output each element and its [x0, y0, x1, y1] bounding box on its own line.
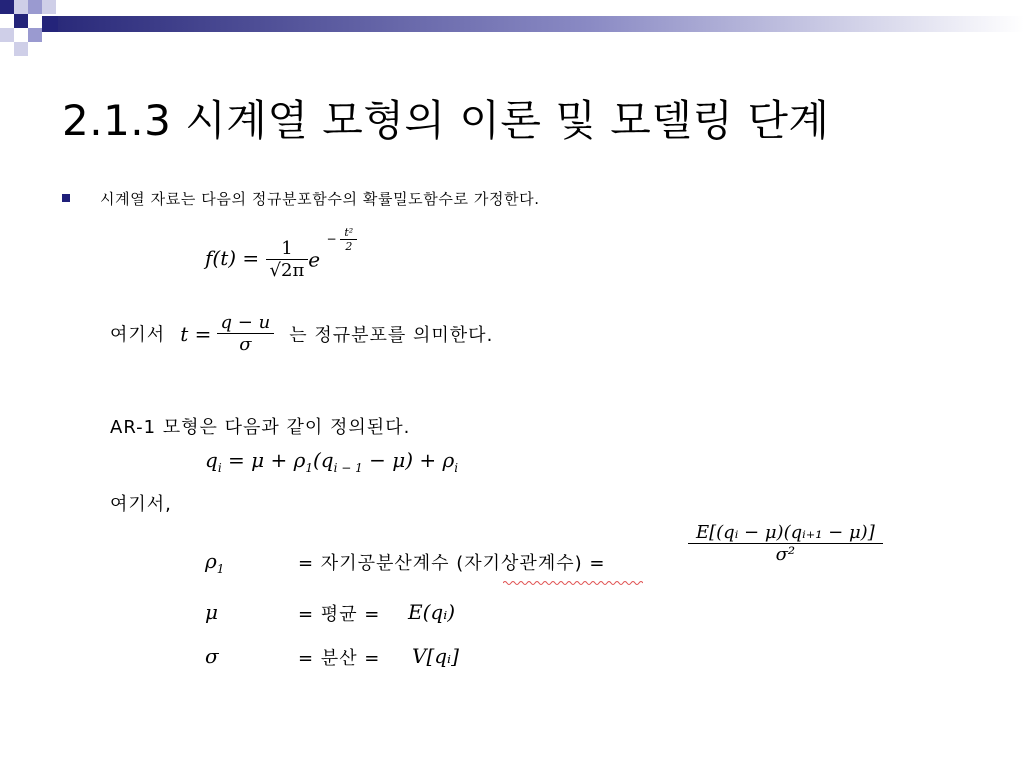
- mu-definition: = 평균 =: [298, 604, 381, 625]
- deco-square: [42, 0, 56, 14]
- header-decoration: [0, 0, 1024, 60]
- slide-title: 2.1.3 시계열 모형의 이론 및 모델링 단계: [62, 96, 830, 145]
- sigma-symbol: σ: [205, 644, 219, 668]
- spellcheck-underline: [503, 580, 643, 586]
- deco-square: [28, 28, 42, 42]
- deco-square: [14, 0, 28, 14]
- ar1-intro: AR-1 모형은 다음과 같이 정의된다.: [110, 417, 411, 438]
- t-definition: 여기서 t = $\frac{q - u}{\sigma}$ 는 정규분포를 의미한다.: [110, 312, 494, 355]
- mu-expression: E(qᵢ): [408, 600, 456, 624]
- pdf-formula: f(t) = $\frac{1}{√2\pi}$ e $^{- \frac{\text{t²}}{2}}$: [205, 238, 357, 281]
- deco-square: [28, 0, 42, 14]
- exponent: − t² 2: [327, 232, 358, 246]
- sigma-expression: V[qᵢ]: [412, 644, 459, 668]
- deco-square: [14, 14, 28, 28]
- deco-square: [0, 0, 14, 14]
- title-gradient-bar: [58, 16, 1024, 32]
- sigma-definition: = 분산 =: [298, 648, 381, 669]
- deco-square: [42, 16, 58, 32]
- where-label: 여기서,: [110, 494, 172, 515]
- autocovariance-fraction: $\frac{\text{E[(qᵢ − μ)(qᵢ₊₁ − μ)]}}{\text{σ²}}$: [688, 522, 883, 565]
- deco-square: [0, 28, 14, 42]
- ar1-equation: $q_i = \mu + \rho_1(q_{i - 1} - \mu) + \rho_i$: [205, 448, 459, 475]
- square-bullet-icon: [62, 194, 70, 202]
- bullet-text: 시계열 자료는 다음의 정규분포함수의 확률밀도함수로 가정한다.: [100, 190, 540, 208]
- rho-symbol: $\rho_1$: [205, 549, 225, 576]
- mu-symbol: μ: [205, 600, 218, 624]
- deco-square: [14, 42, 28, 56]
- rho-definition: = 자기공분산계수 (자기상관계수) =: [298, 553, 606, 574]
